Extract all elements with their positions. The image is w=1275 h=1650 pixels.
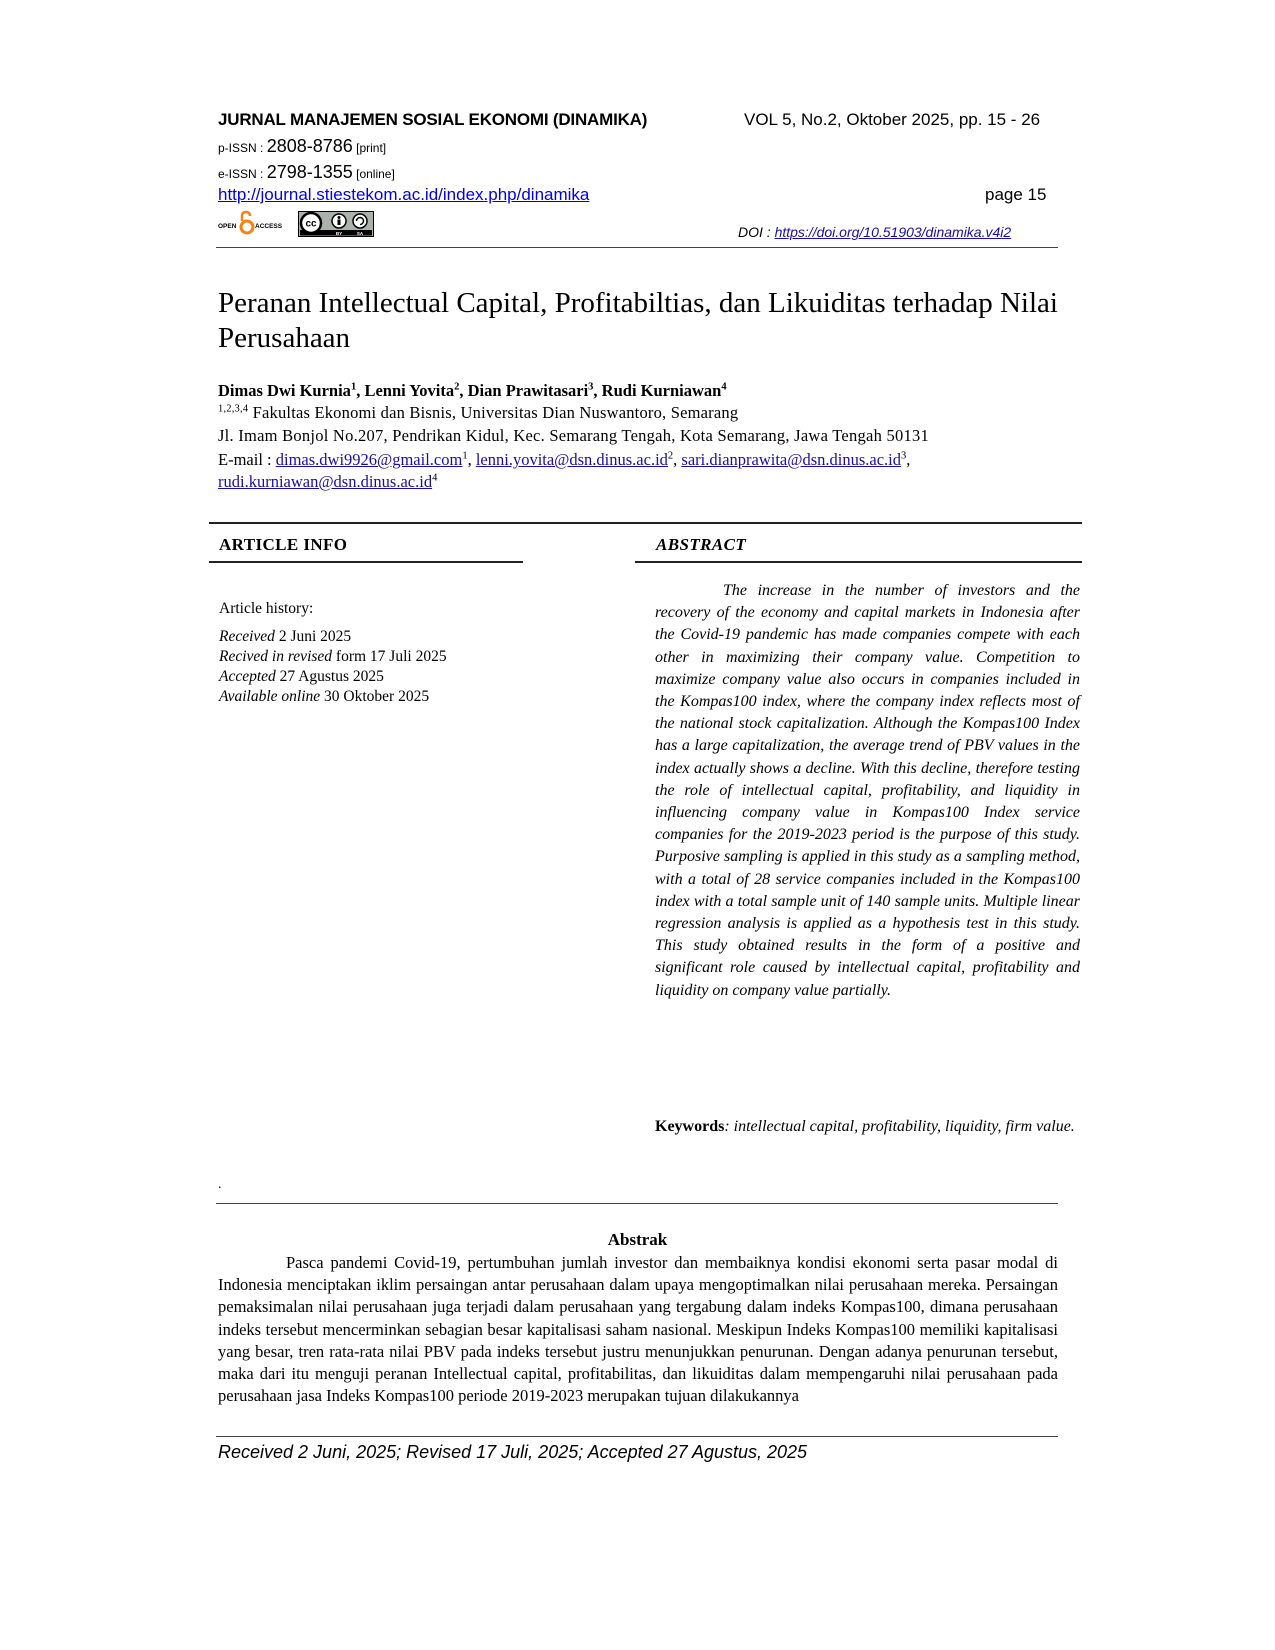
open-access-icon (218, 212, 283, 236)
author-sup: 1 (350, 381, 357, 393)
email-sup: 1 (462, 450, 468, 462)
abstract-text: The increase in the number of investors and the recovery of the economy and capital markets in Indonesia after the Covid-19 pandemic has made companies compete with each other in maximizing their company value. Competition to maximize company value also occurs in companies included in the Kompas100 index, where the company index reflects most of the national stock capitalization. Although the Kompas100 Index has a large capitalization, the average trend of PBV values in the index actually shows a decline. With this decline, therefore testing the role of intellectual capital, profitability, and liquidity in influencing company value in Kompas100 Index service companies for the 2019-2023 period is the purpose of this study. Purposive sampling is applied in this study as a sampling method, with a total of 28 service companies included in the Kompas100 index with a total sample unit of 140 sample units. Multiple linear regression analysis is applied as a hypothesis test in this study. This study obtained results in the form of a positive and significant role caused by intellectual capital, profitability and liquidity on company value partially. (655, 582, 1080, 999)
history-accepted (219, 668, 384, 686)
journal-name: JURNAL MANAJEMEN SOSIAL EKONOMI (DINAMIKA) (218, 110, 648, 129)
creative-commons-icon (298, 211, 374, 237)
keywords-label: Keywords (655, 1118, 725, 1135)
doi-label: DOI : (738, 224, 775, 240)
email-sup: 4 (432, 472, 438, 484)
author-sup: 3 (588, 381, 594, 393)
email-sup: 2 (667, 450, 674, 462)
author-name: Lenni Yovita (364, 381, 455, 400)
stray-dot: . (218, 1177, 222, 1192)
cc-text: cc (305, 218, 317, 230)
oa-open-text: OPEN (218, 223, 237, 230)
history-item-label: Recived in revised (219, 648, 333, 665)
history-item-value: 2 Juni 2025 (274, 628, 352, 645)
article-info-heading: ARTICLE INFO (219, 535, 348, 554)
affiliation (218, 403, 738, 423)
footer-divider (216, 1436, 1058, 1437)
history-received (219, 628, 351, 646)
abstract-underline (635, 561, 1082, 563)
affiliation-sup: 1,2,3,4 (218, 403, 249, 415)
abstract-heading: ABSTRACT (656, 535, 747, 554)
email-link[interactable]: lenni.yovita@dsn.dinus.ac.id (475, 450, 668, 469)
doi-line (738, 224, 1011, 240)
doi-link[interactable]: https://doi.org/10.51903/dinamika.v4i2 (774, 224, 1012, 240)
history-online (219, 688, 429, 706)
pissn-number: 2808-8786 (266, 136, 353, 156)
affiliation-text: Fakultas Ekonomi dan Bisnis, Universitas Dian Nuswantoro, Semarang (248, 403, 739, 422)
author-name: Dian Prawitasari (467, 381, 589, 400)
history-item-label: Available online (219, 688, 321, 705)
footer-dates: Received 2 Juni, 2025; Revised 17 Juli, 2025; Accepted 27 Agustus, 2025 (218, 1442, 808, 1462)
history-item-value: form 17 Juli 2025 (332, 648, 447, 665)
history-item-label: Received (219, 628, 275, 645)
history-item-value: 30 Oktober 2025 (320, 688, 430, 705)
print-issn (218, 136, 386, 157)
volume-info: VOL 5, No.2, Oktober 2025, pp. 15 - 26 (744, 110, 1041, 129)
abstract-bottom-divider (216, 1203, 1058, 1204)
page-number: page 15 (985, 185, 1047, 204)
eissn-tag: [online] (352, 167, 395, 181)
author-name: Dimas Dwi Kurnia (218, 381, 351, 400)
keywords-text: : intellectual capital, profitability, liquidity, firm value. (724, 1118, 1075, 1135)
cc-by-text: BY (335, 230, 343, 236)
author-name: Rudi Kurniawan (601, 381, 722, 400)
history-item-label: Accepted (219, 668, 276, 685)
info-underline (209, 561, 523, 563)
header-divider (216, 247, 1058, 248)
pissn-tag: [print] (352, 141, 387, 155)
email-link[interactable]: dimas.dwi9926@gmail.com (275, 450, 463, 469)
author-sup: 2 (454, 381, 460, 393)
cc-sa-text: SA (356, 230, 364, 236)
history-label: Article history: (219, 600, 314, 617)
pissn-label: p-ISSN : (218, 141, 267, 155)
history-item-value: 27 Agustus 2025 (275, 668, 384, 685)
email-link[interactable]: sari.dianprawita@dsn.dinus.ac.id (681, 450, 901, 469)
email-label: E-mail : (218, 450, 276, 469)
eissn-label: e-ISSN : (218, 167, 267, 181)
article-title: Peranan Intellectual Capital, Profitabiltias, dan Likuiditas terhadap Nilai Perusahaan (218, 287, 1058, 354)
history-revised (219, 648, 447, 666)
email-link[interactable]: rudi.kurniawan@dsn.dinus.ac.id (218, 472, 433, 491)
email-list: E-mail : dimas.dwi9926@gmail.com$^1$, $lenni.yovita@dsn.dinus.ac.id^2$, $sari.dianprawita@dsn.dinus.ac.id^3$, $rudi.kurniawan@dsn.dinus.ac.id^4$ (218, 450, 911, 491)
keywords (655, 1116, 1080, 1138)
oa-access-text: ACCESS (255, 223, 283, 230)
author-sup: 4 (721, 381, 727, 393)
eissn-number: 2798-1355 (266, 162, 353, 182)
email-sup: 3 (900, 450, 907, 462)
info-top-divider (209, 522, 1082, 524)
online-issn (218, 162, 395, 183)
abstrak-text: Pasca pandemi Covid-19, pertumbuhan jumlah investor dan membaiknya kondisi ekonomi serta pasar modal di Indonesia menciptakan iklim persaingan antar perusahaan dalam upaya mengoptimalkan nilai perusahaan mereka. Persaingan pemaksimalan nilai perusahaan juga terjadi dalam perusahaan yang tergabung dalam indeks Kompas100, dimana perusahaan indeks tersebut mencerminkan sebagian besar kapitalisasi saham nasional. Meskipun Indeks Kompas100 memiliki kapitalisasi yang besar, tren rata-rata nilai PBV pada indeks tersebut justru menunjukkan penurunan. Dengan adanya penurunan tersebut, maka dari itu menguji peranan Intellectual capital, profitabilitas, dan likuiditas dalam mempengaruhi nilai perusahaan pada perusahaan jasa Indeks Kompas100 periode 2019-2023 merupakan tujuan dilakukannya (218, 1253, 1058, 1406)
address: Jl. Imam Bonjol No.207, Pendrikan Kidul, Kec. Semarang Tengah, Kota Semarang, Jawa Tengah 50131 (218, 426, 929, 445)
abstrak-heading: Abstrak (607, 1230, 668, 1249)
author-list: Dimas Dwi Kurnia$^1$, Lenni Yovita$^2$, Dian Prawitasari$^3$, Rudi Kurniawan$^4$ (218, 381, 727, 400)
journal-url-link[interactable]: http://journal.stiestekom.ac.id/index.php/dinamika (218, 185, 590, 204)
